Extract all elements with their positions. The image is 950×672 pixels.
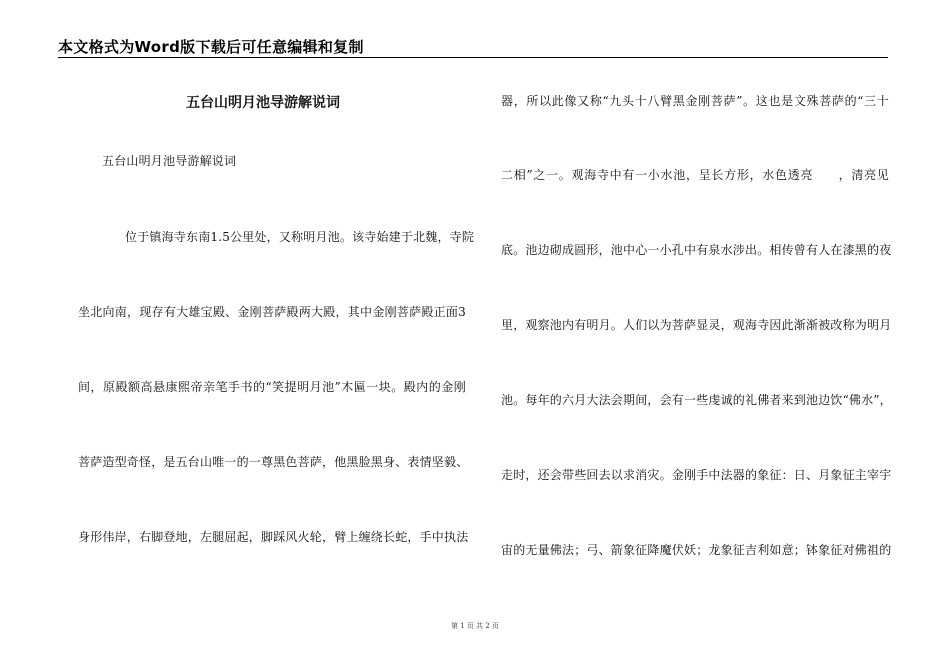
paragraph-line: 走时，还会带些回去以求消灾。金刚手中法器的象征：日、月象征主宰宇 [501, 468, 892, 482]
paragraph-line: 宙的无量佛法；弓、箭象征降魔伏妖；龙象征吉利如意；钵象征对佛祖的 [501, 543, 892, 557]
paragraph-line: 位于镇海寺东南1.5公里处，又称明月池。该寺始建于北魏，寺院 [125, 230, 475, 244]
paragraph-line: 里，观察池内有明月。人们以为菩萨显灵，观海寺因此渐渐被改称为明月 [501, 318, 892, 332]
paragraph-line: 身形伟岸，右脚登地，左腿屈起，脚踩风火轮，臂上缠绕长蛇，手中执法 [78, 530, 469, 544]
banner-divider [58, 57, 888, 58]
download-banner: 本文格式为Word版下载后可任意编辑和复制 [58, 38, 364, 56]
document-title: 五台山明月池导游解说词 [186, 95, 340, 111]
paragraph-line: 池。每年的六月大法会期间，会有一些虔诚的礼佛者来到池边饮“佛水”， [501, 393, 892, 407]
paragraph-line: 间，原殿额高悬康熙帝亲笔手书的“笑提明月池”木匾一块。殿内的金刚 [78, 380, 466, 394]
paragraph-line: 器，所以此像又称“九头十八臂黑金刚菩萨”。这也是文殊菩萨的“三十 [501, 94, 889, 108]
paragraph-line: 坐北向南，现存有大雄宝殿、金刚菩萨殿两大殿，其中金刚菩萨殿正面3 [78, 305, 466, 319]
paragraph-line: 底。池边砌成圆形，池中心一小孔中有泉水涉出。相传曾有人在漆黑的夜 [501, 243, 892, 257]
paragraph-line: 二相”之一。观海寺中有一小水池，呈长方形，水色透亮 ，清亮见 [501, 168, 889, 182]
subtitle-line: 五台山明月池导游解说词 [102, 154, 237, 168]
paragraph-line: 菩萨造型奇怪，是五台山唯一的一尊黑色菩萨，他黑脸黑身、表情坚毅、 [78, 455, 469, 469]
page-number: 第 1 页 共 2 页 [450, 622, 500, 630]
